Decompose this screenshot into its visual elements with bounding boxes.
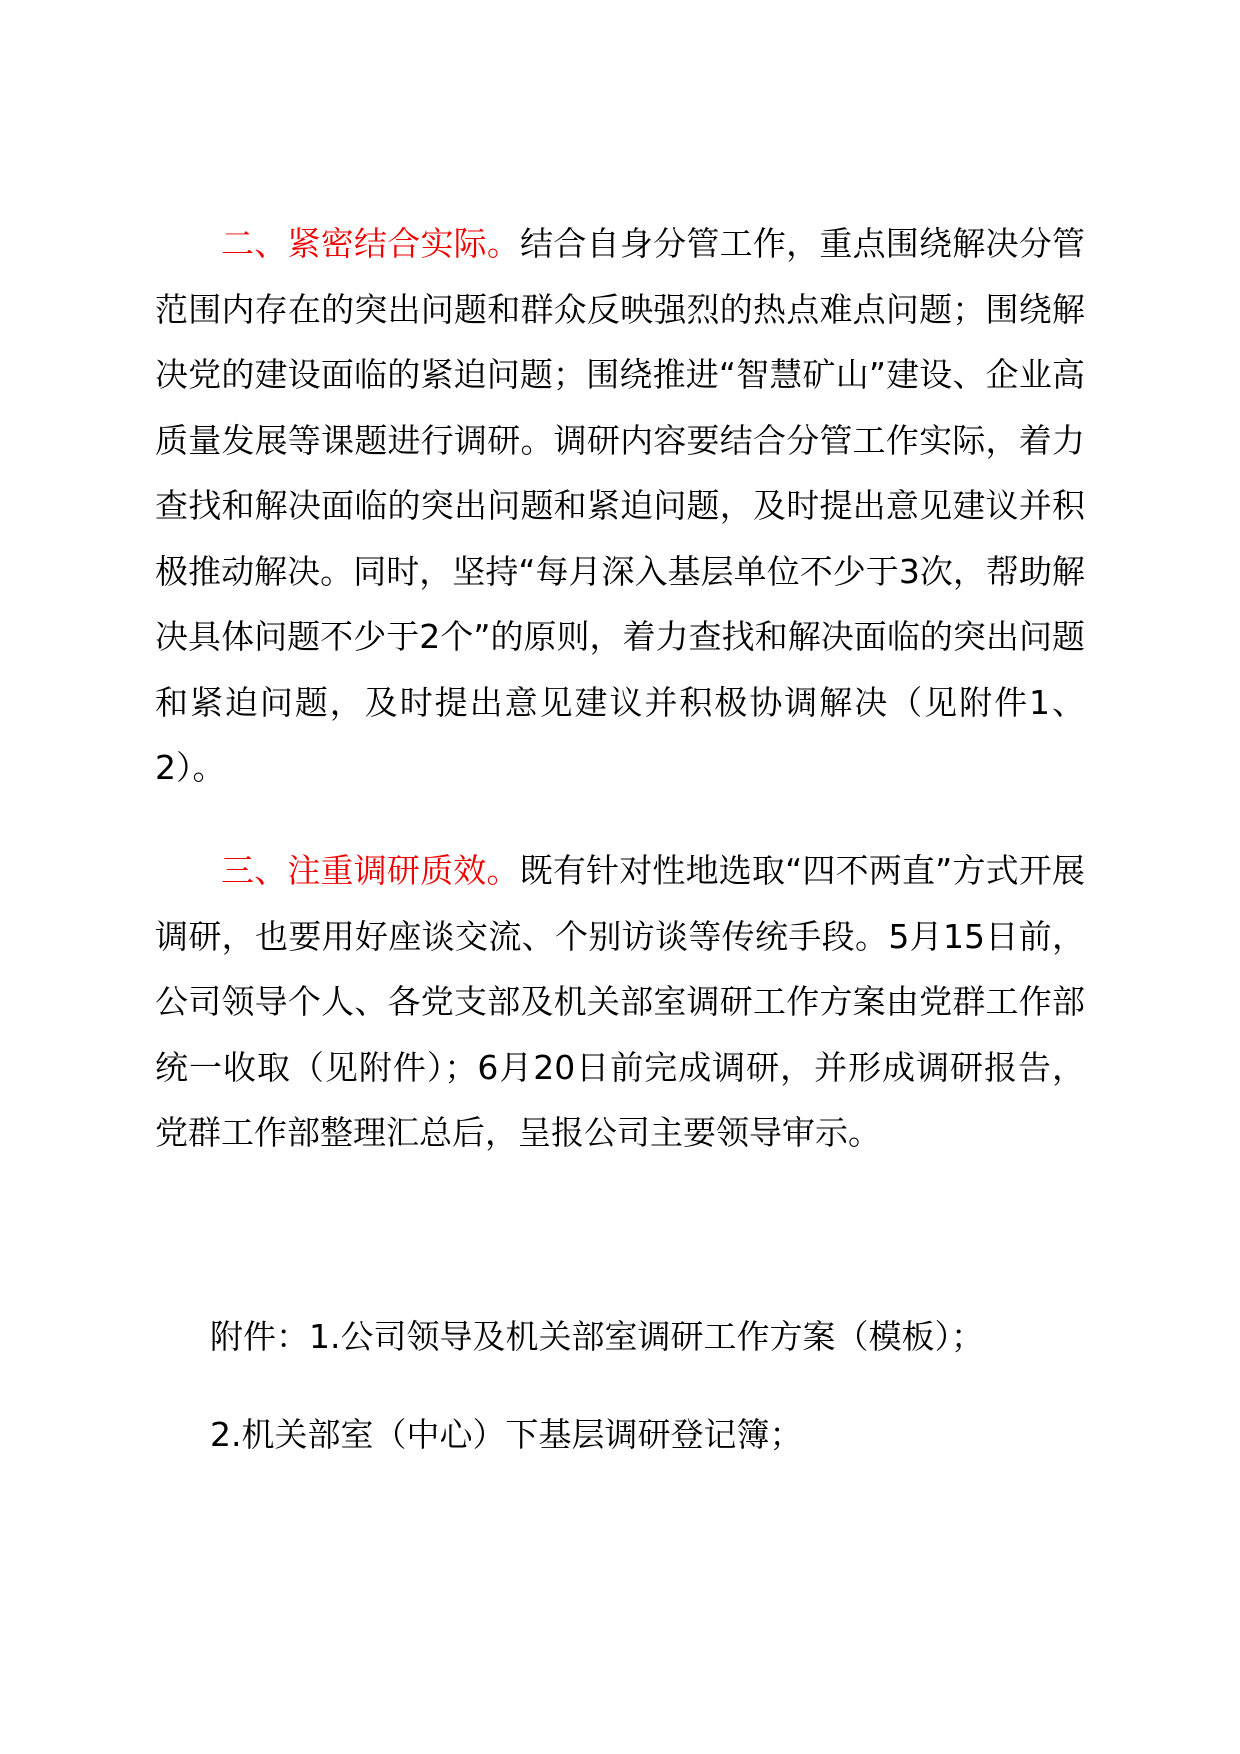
section-body-2: 结合自身分管工作，重点围绕解决分管范围内存在的突出问题和群众反映强烈的热点难点问题；围绕解决党的建设面临的紧迫问题；围绕推进“智慧矿山”建设、企业高质量发展等课题进行调研。调研内容要结合分管工作实际，着力查找和解决面临的突出问题和紧迫问题，及时提出意见建议并积极推动解决。同时，坚持“每月深入基层单位不少于3次，帮助解决具体问题不少于2个”的原则，着力查找和解决面临的突出问题和紧迫问题，及时提出意见建议并积极协调解决（见附件1、2）。 xyxy=(155,224,1086,787)
section-paragraph-2 xyxy=(155,211,1085,801)
attachment-line-2: 2.机关部室（中心）下基层调研登记簿； xyxy=(210,1415,803,1454)
section-paragraph-3 xyxy=(155,838,1085,1166)
section-heading-2: 二、紧密结合实际。 xyxy=(221,224,521,263)
section-body-3: 既有针对性地选取“四不两直”方式开展调研，也要用好座谈交流、个别访谈等传统手段。5月15日前，公司领导个人、各党支部及机关部室调研工作方案由党群工作部统一收取（见附件）；6月20日前完成调研，并形成调研报告，党群工作部整理汇总后，呈报公司主要领导审示。 xyxy=(155,851,1086,1152)
section-heading-3: 三、注重调研质效。 xyxy=(221,851,520,890)
attachment-line-1: 附件：1.公司领导及机关部室调研工作方案（模板）； xyxy=(210,1317,984,1356)
